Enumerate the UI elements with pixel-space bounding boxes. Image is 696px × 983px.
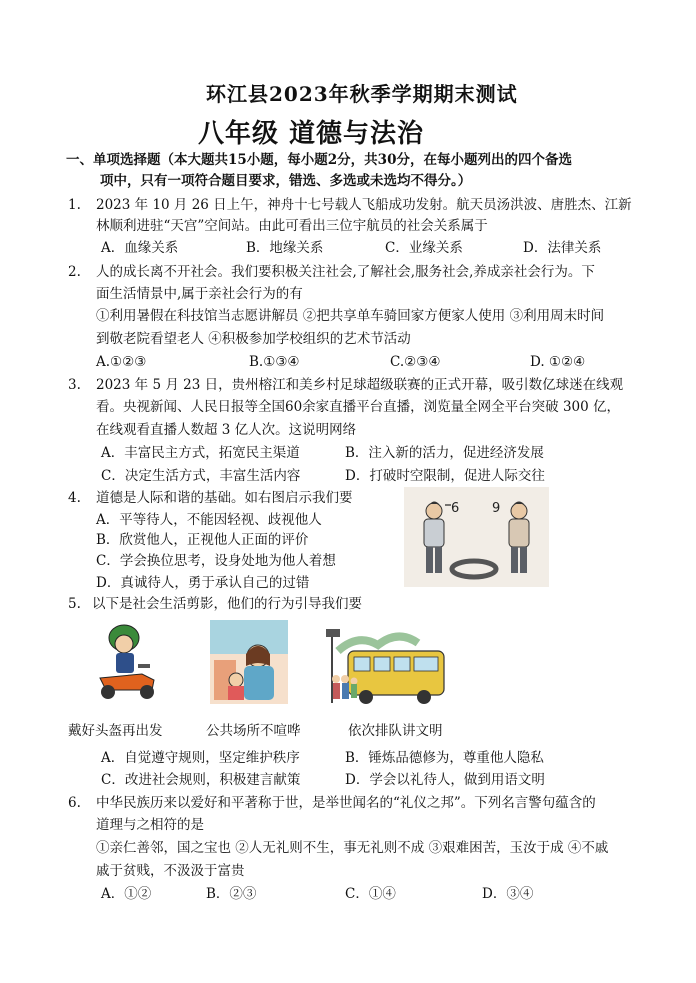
section-heading-cont: 项中，只有一项符合题目要求，错选、多选或未选均不得分。） bbox=[100, 173, 472, 189]
helmet-rider-illustration bbox=[92, 618, 162, 704]
six-nine-illustration bbox=[404, 487, 549, 587]
option-c: C．学会换位思考，设身处地为他人着想 bbox=[96, 553, 336, 569]
option-c: C．①④ bbox=[345, 886, 396, 902]
option-a: A．平等待人，不能因轻视、歧视他人 bbox=[96, 512, 322, 528]
quiet-public-illustration bbox=[210, 620, 288, 704]
option-d: D. ①②④ bbox=[530, 354, 586, 370]
caption-helmet: 戴好头盔再出发 bbox=[68, 723, 163, 739]
bus-queue-illustration bbox=[318, 623, 448, 707]
question-text: 看。央视新闻、人民日报等全国60余家直播平台直播，浏览量全网全平台突破 300 亿， bbox=[96, 399, 621, 415]
option-a: A．血缘关系 bbox=[101, 240, 179, 256]
option-d: D．学会以礼待人，做到用语文明 bbox=[345, 772, 545, 788]
option-c: C．业缘关系 bbox=[385, 240, 463, 256]
caption-quiet: 公共场所不喧哗 bbox=[206, 723, 301, 739]
option-b: B．②③ bbox=[206, 886, 257, 902]
question-text: 道理与之相符的是 bbox=[96, 817, 204, 833]
option-b: B.①③④ bbox=[249, 354, 300, 370]
option-d: D．法律关系 bbox=[523, 240, 602, 256]
option-a: A．丰富民主方式，拓宽民主渠道 bbox=[101, 445, 300, 461]
option-d: D．真诚待人，勇于承认自己的过错 bbox=[96, 575, 310, 591]
question-number: 4. bbox=[68, 490, 81, 506]
option-c: C．决定生活方式，丰富生活内容 bbox=[101, 468, 301, 484]
option-c: C.②③④ bbox=[390, 354, 441, 370]
question-text: 到敬老院看望老人 ④积极参加学校组织的艺术节活动 bbox=[96, 331, 411, 347]
question-text: ①利用暑假在科技馆当志愿讲解员 ②把共享单车骑回家方便家人使用 ③利用周末时间 bbox=[96, 308, 605, 324]
exam-title: 环江县2023年秋季学期期末测试 bbox=[206, 82, 518, 106]
option-d: D．③④ bbox=[482, 886, 534, 902]
option-a: A．自觉遵守规则，坚定维护秩序 bbox=[101, 750, 300, 766]
question-text: 道德是人际和谐的基础。如右图启示我们要 bbox=[96, 490, 353, 506]
question-number: 5. bbox=[68, 596, 81, 612]
question-text: 2023 年 5 月 23 日，贵州榕江和美乡村足球超级联赛的正式开幕，吸引数亿球迷在线观 bbox=[96, 377, 624, 393]
option-b: B．欣赏他人，正视他人正面的评价 bbox=[96, 532, 309, 548]
question-text: 人的成长离不开社会。我们要积极关注社会,了解社会,服务社会,养成亲社会行为。下 bbox=[96, 264, 595, 280]
question-number: 1. bbox=[68, 197, 81, 213]
figure-label-six: 6 bbox=[451, 501, 460, 516]
option-b: B．注入新的活力，促进经济发展 bbox=[345, 445, 544, 461]
option-a: A.①②③ bbox=[96, 354, 147, 370]
option-c: C．改进社会规则，积极建言献策 bbox=[101, 772, 301, 788]
question-text: 中华民族历来以爱好和平著称于世，是举世闻名的“礼仪之邦”。下列名言警句蕴含的 bbox=[96, 795, 596, 811]
option-a: A．①② bbox=[101, 886, 152, 902]
option-b: B．锤炼品德修为，尊重他人隐私 bbox=[345, 750, 544, 766]
figure-label-nine: 9 bbox=[492, 501, 501, 516]
question-text: 面生活情景中,属于亲社会行为的有 bbox=[96, 286, 303, 302]
question-text: 在线观看直播人数超 3 亿人次。这说明网络 bbox=[96, 422, 357, 438]
question-text: 以下是社会生活剪影，他们的行为引导我们要 bbox=[92, 596, 362, 612]
question-text: 戚于贫贱，不汲汲于富贵 bbox=[96, 863, 245, 879]
option-d: D．打破时空限制，促进人际交往 bbox=[345, 468, 545, 484]
option-b: B．地缘关系 bbox=[246, 240, 324, 256]
question-text: ①亲仁善邻，国之宝也 ②人无礼则不生，事无礼则不成 ③艰难困苦，玉汝于成 ④不戚 bbox=[96, 840, 609, 856]
section-heading: 一、单项选择题（本大题共15小题，每小题2分，共30分，在每小题列出的四个备选 bbox=[66, 152, 572, 168]
caption-queue: 依次排队讲文明 bbox=[348, 723, 443, 739]
question-number: 6. bbox=[68, 795, 81, 811]
question-number: 2. bbox=[68, 264, 81, 280]
question-number: 3. bbox=[68, 377, 81, 393]
question-text: 林顺利进驻“天宫”空间站。由此可看出三位宇航员的社会关系属于 bbox=[96, 218, 488, 234]
exam-subtitle: 八年级 道德与法治 bbox=[198, 119, 425, 149]
question-text: 2023 年 10 月 26 日上午，神舟十七号载人飞船成功发射。航天员汤洪波、唐胜杰、江新 bbox=[96, 197, 632, 213]
